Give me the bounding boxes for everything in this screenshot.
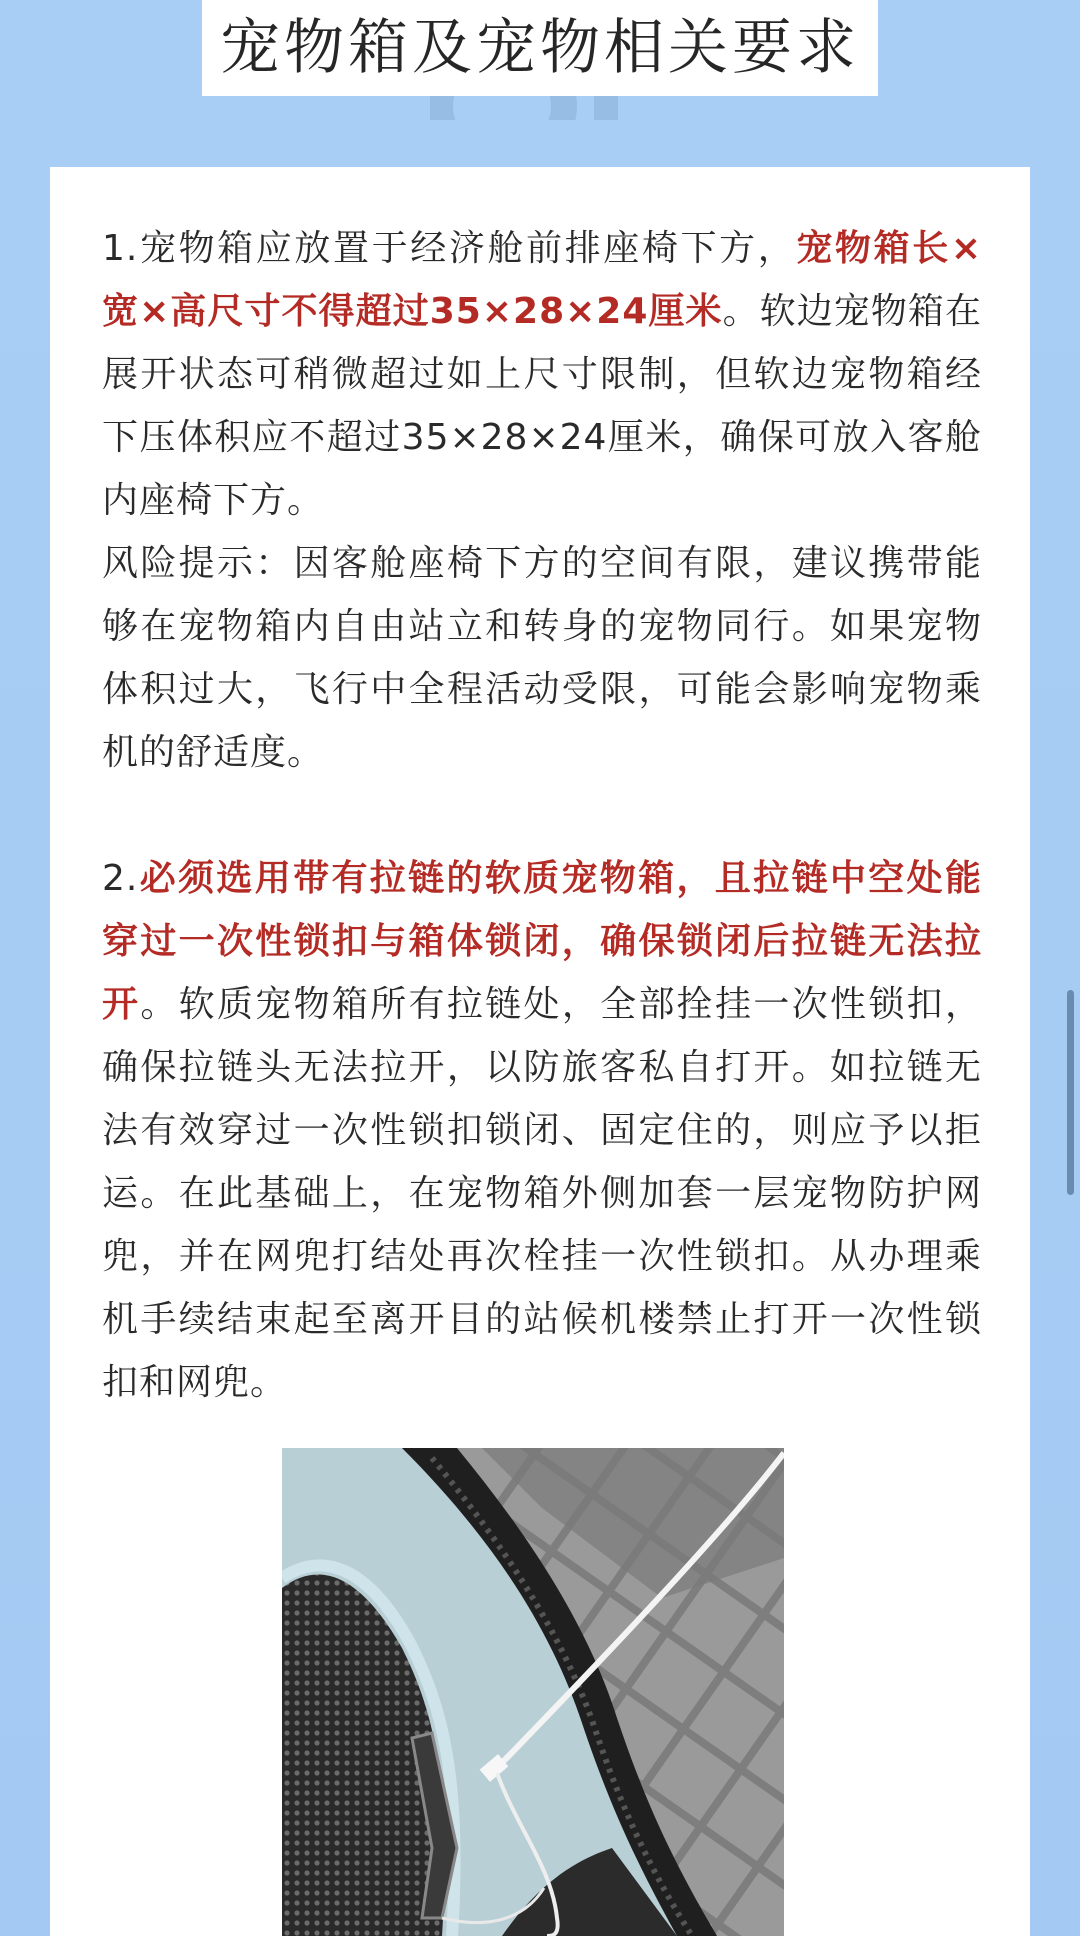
paragraph-2-prefix: 2. [102,858,139,899]
paragraph-1 [102,217,982,532]
vertical-scrollbar[interactable] [1067,990,1074,1195]
risk-notice: 风险提示：因客舱座椅下方的空间有限，建议携带能够在宠物箱内自由站立和转身的宠物同行。如果宠物体积过大，飞行中全程活动受限，可能会影响宠物乘机的舒适度。 [102,543,982,773]
paragraph-spacer [102,784,982,847]
section-title-box [202,0,878,96]
paragraph-1-prefix: 1.宠物箱应放置于经济舱前排座椅下方， [102,228,797,269]
content-card [50,167,1030,1936]
paragraph-2-suffix: 。软质宠物箱所有拉链处，全部拴挂一次性锁扣，确保拉链头无法拉开，以防旅客私自打开。如拉链无法有效穿过一次性锁扣锁闭、固定住的，则应予以拒运。在此基础上，在宠物箱外侧加套一层宠物防护网兜，并在网兜打结处再次栓挂一次性锁扣。从办理乘机手续结束起至离开目的站候机楼禁止打开一次性锁扣和网兜。 [102,984,982,1403]
photo-illustration [282,1448,784,1936]
article-body [102,217,982,1414]
page-title: 宠物箱及宠物相关要求 [220,13,860,83]
paragraph-1-suffix: 。软边宠物箱在展开状态可稍微超过如上尺寸限制，但软边宠物箱经下压体积应不超过35×28×24厘米，确保可放入客舱内座椅下方。 [102,291,982,521]
pet-carrier-zipper-lock-photo [282,1448,784,1936]
paragraph-2-highlight: 必须选用带有拉链的软质宠物箱，且拉链中空处能穿过一次性锁扣与箱体锁闭，确保锁闭后拉链无法拉开 [102,858,982,1025]
paragraph-1-highlight: 宠物箱长×宽×高尺寸不得超过35×28×24厘米 [102,228,982,332]
paragraph-2 [102,847,982,1414]
